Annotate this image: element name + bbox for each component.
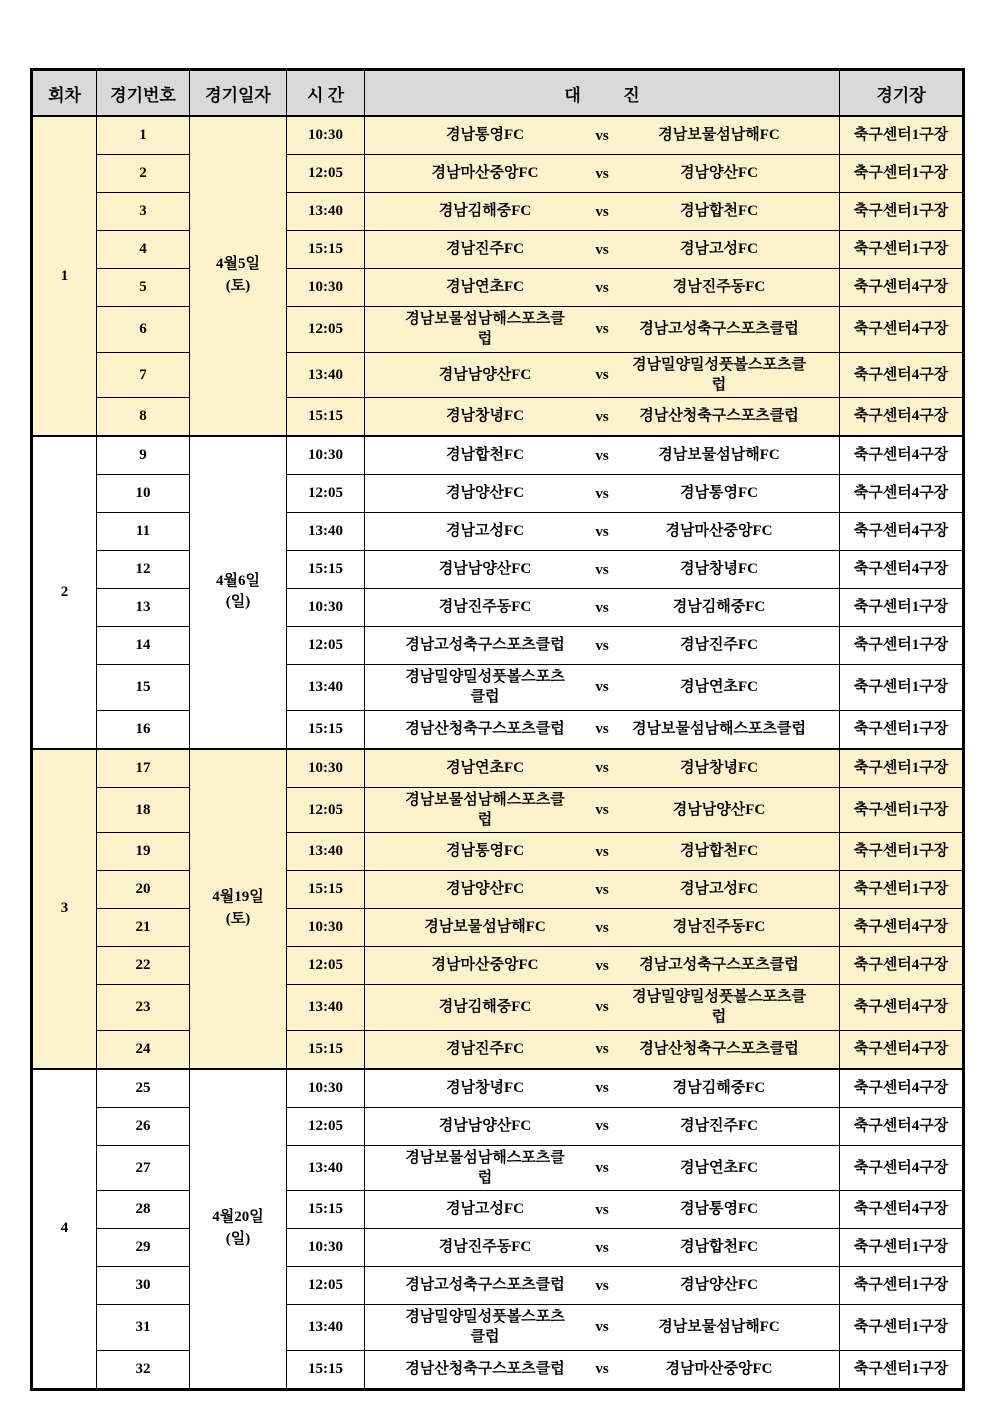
away-team-name: 경남양산FC	[680, 1277, 758, 1294]
away-team-name: 경남보물섬남해FC	[658, 447, 780, 464]
match-number-cell: 2	[97, 155, 190, 193]
vs-label: vs	[595, 408, 609, 425]
header-round: 회차	[32, 70, 97, 117]
match-row	[32, 833, 964, 871]
home-team-name: 경남연초FC	[446, 279, 524, 296]
kickoff-time-cell: 10:30	[287, 1229, 365, 1267]
away-team-name: 경남통영FC	[680, 485, 758, 502]
vs-label: vs	[595, 999, 609, 1016]
venue-cell: 축구센터1구장	[840, 193, 964, 231]
match-row	[32, 551, 964, 589]
kickoff-time-cell: 15:15	[287, 710, 365, 749]
away-team-name: 경남남양산FC	[672, 801, 766, 818]
venue-cell: 축구센터4구장	[840, 1191, 964, 1229]
match-number-cell: 9	[97, 436, 190, 475]
away-team-name: 경남보물섬남해FC	[658, 127, 780, 144]
home-team-name: 경남진주동FC	[438, 599, 532, 616]
match-number-cell: 19	[97, 833, 190, 871]
home-team-name: 경남고성FC	[446, 523, 524, 540]
away-team-name: 경남양산FC	[680, 165, 758, 182]
kickoff-time-cell: 15:15	[287, 398, 365, 437]
matchup-cell	[365, 307, 840, 353]
away-team-name: 경남합천FC	[680, 203, 758, 220]
venue-cell: 축구센터1구장	[840, 231, 964, 269]
match-number-cell: 24	[97, 1030, 190, 1069]
vs-label: vs	[595, 366, 609, 383]
away-team-name: 경남고성축구스포츠클럽	[639, 957, 799, 974]
home-team-name: 경남보물섬남해FC	[424, 919, 546, 936]
match-row	[32, 1267, 964, 1305]
match-number-cell: 28	[97, 1191, 190, 1229]
kickoff-time-cell: 15:15	[287, 871, 365, 909]
vs-label: vs	[595, 523, 609, 540]
match-number-cell: 18	[97, 787, 190, 833]
kickoff-time-cell: 13:40	[287, 985, 365, 1031]
venue-cell: 축구센터1구장	[840, 1350, 964, 1389]
vs-label: vs	[595, 720, 609, 737]
venue-cell: 축구센터4구장	[840, 1145, 964, 1191]
venue-cell: 축구센터1구장	[840, 1229, 964, 1267]
venue-cell: 축구센터1구장	[840, 1267, 964, 1305]
matchup-cell	[365, 749, 840, 788]
vs-label: vs	[595, 919, 609, 936]
match-number-cell: 30	[97, 1267, 190, 1305]
match-row	[32, 665, 964, 711]
date-text: 4월19일	[212, 888, 264, 905]
match-number-cell: 32	[97, 1350, 190, 1389]
venue-cell: 축구센터4구장	[840, 551, 964, 589]
match-number-cell: 12	[97, 551, 190, 589]
match-row	[32, 909, 964, 947]
match-row	[32, 589, 964, 627]
venue-cell: 축구센터4구장	[840, 513, 964, 551]
matchup-cell	[365, 665, 840, 711]
venue-cell: 축구센터4구장	[840, 947, 964, 985]
home-team-name: 경남보물섬남해스포츠클럽	[405, 1149, 565, 1186]
home-team-name: 경남고성FC	[446, 1201, 524, 1218]
kickoff-time-cell: 13:40	[287, 513, 365, 551]
header-row	[32, 70, 964, 117]
away-team-name: 경남진주FC	[680, 637, 758, 654]
match-number-cell: 1	[97, 116, 190, 155]
venue-cell: 축구센터1구장	[840, 589, 964, 627]
matchup-cell	[365, 710, 840, 749]
vs-label: vs	[595, 1239, 609, 1256]
matchup-cell	[365, 1305, 840, 1351]
away-team-name: 경남고성FC	[680, 881, 758, 898]
vs-label: vs	[595, 1319, 609, 1336]
home-team-name: 경남밀양밀성풋볼스포츠클럽	[405, 1309, 565, 1346]
match-row	[32, 1107, 964, 1145]
header-matchup: 대 진	[365, 70, 840, 117]
venue-cell: 축구센터4구장	[840, 909, 964, 947]
round-number-cell: 4	[32, 1069, 97, 1390]
match-number-cell: 7	[97, 352, 190, 398]
match-row	[32, 1350, 964, 1389]
vs-label: vs	[595, 203, 609, 220]
match-row	[32, 193, 964, 231]
match-number-cell: 10	[97, 475, 190, 513]
away-team-name: 경남진주동FC	[672, 919, 766, 936]
away-team-name: 경남고성축구스포츠클럽	[639, 321, 799, 338]
vs-label: vs	[595, 843, 609, 860]
kickoff-time-cell: 12:05	[287, 1267, 365, 1305]
vs-label: vs	[595, 881, 609, 898]
matchup-cell	[365, 398, 840, 437]
kickoff-time-cell: 12:05	[287, 307, 365, 353]
kickoff-time-cell: 12:05	[287, 627, 365, 665]
home-team-name: 경남양산FC	[446, 485, 524, 502]
matchup-cell	[365, 436, 840, 475]
vs-label: vs	[595, 599, 609, 616]
match-row	[32, 231, 964, 269]
kickoff-time-cell: 10:30	[287, 589, 365, 627]
match-date-cell	[190, 749, 287, 1069]
match-row	[32, 307, 964, 353]
home-team-name: 경남김해중FC	[438, 203, 532, 220]
kickoff-time-cell: 15:15	[287, 231, 365, 269]
kickoff-time-cell: 10:30	[287, 269, 365, 307]
match-row	[32, 436, 964, 475]
match-number-cell: 16	[97, 710, 190, 749]
match-row	[32, 1229, 964, 1267]
day-of-week-text: (토)	[225, 278, 251, 294]
matchup-cell	[365, 551, 840, 589]
match-number-cell: 22	[97, 947, 190, 985]
home-team-name: 경남진주동FC	[438, 1239, 532, 1256]
away-team-name: 경남마산중앙FC	[665, 1360, 773, 1377]
kickoff-time-cell: 10:30	[287, 436, 365, 475]
match-row	[32, 749, 964, 788]
matchup-cell	[365, 513, 840, 551]
venue-cell: 축구센터4구장	[840, 352, 964, 398]
away-team-name: 경남마산중앙FC	[665, 523, 773, 540]
kickoff-time-cell: 15:15	[287, 1030, 365, 1069]
vs-label: vs	[595, 321, 609, 338]
away-team-name: 경남합천FC	[680, 1239, 758, 1256]
home-team-name: 경남보물섬남해스포츠클럽	[405, 311, 565, 348]
matchup-cell	[365, 1191, 840, 1229]
match-number-cell: 3	[97, 193, 190, 231]
home-team-name: 경남남양산FC	[438, 1117, 532, 1134]
matchup-cell	[365, 1145, 840, 1191]
date-text: 4월6일	[216, 572, 260, 589]
match-number-cell: 29	[97, 1229, 190, 1267]
home-team-name: 경남양산FC	[446, 881, 524, 898]
match-row	[32, 985, 964, 1031]
kickoff-time-cell: 13:40	[287, 1305, 365, 1351]
vs-label: vs	[595, 1040, 609, 1057]
matchup-cell	[365, 231, 840, 269]
matchup-cell	[365, 155, 840, 193]
vs-label: vs	[595, 447, 609, 464]
home-team-name: 경남진주FC	[446, 241, 524, 258]
venue-cell: 축구센터1구장	[840, 710, 964, 749]
home-team-name: 경남마산중앙FC	[431, 165, 539, 182]
vs-label: vs	[595, 801, 609, 818]
kickoff-time-cell: 13:40	[287, 833, 365, 871]
away-team-name: 경남산청축구스포츠클럽	[639, 408, 799, 425]
away-team-name: 경남통영FC	[680, 1201, 758, 1218]
away-team-name: 경남고성FC	[680, 241, 758, 258]
kickoff-time-cell: 13:40	[287, 352, 365, 398]
match-row	[32, 155, 964, 193]
home-team-name: 경남합천FC	[446, 447, 524, 464]
header-date: 경기일자	[190, 70, 287, 117]
home-team-name: 경남고성축구스포츠클럽	[405, 637, 565, 654]
home-team-name: 경남창녕FC	[446, 408, 524, 425]
home-team-name: 경남김해중FC	[438, 999, 532, 1016]
kickoff-time-cell: 12:05	[287, 787, 365, 833]
match-number-cell: 20	[97, 871, 190, 909]
home-team-name: 경남산청축구스포츠클럽	[405, 720, 565, 737]
match-row	[32, 1145, 964, 1191]
matchup-cell	[365, 193, 840, 231]
vs-label: vs	[595, 957, 609, 974]
vs-label: vs	[595, 1117, 609, 1134]
matchup-cell	[365, 1350, 840, 1389]
match-number-cell: 14	[97, 627, 190, 665]
venue-cell: 축구센터1구장	[840, 665, 964, 711]
venue-cell: 축구센터1구장	[840, 116, 964, 155]
matchup-cell	[365, 1267, 840, 1305]
kickoff-time-cell: 13:40	[287, 665, 365, 711]
matchup-cell	[365, 475, 840, 513]
vs-label: vs	[595, 759, 609, 776]
match-number-cell: 23	[97, 985, 190, 1031]
venue-cell: 축구센터1구장	[840, 155, 964, 193]
home-team-name: 경남산청축구스포츠클럽	[405, 1360, 565, 1377]
vs-label: vs	[595, 1277, 609, 1294]
date-text: 4월20일	[212, 1208, 264, 1225]
kickoff-time-cell: 10:30	[287, 909, 365, 947]
home-team-name: 경남밀양밀성풋볼스포츠클럽	[405, 669, 565, 706]
match-number-cell: 15	[97, 665, 190, 711]
vs-label: vs	[595, 1159, 609, 1176]
kickoff-time-cell: 12:05	[287, 475, 365, 513]
away-team-name: 경남연초FC	[680, 679, 758, 696]
away-team-name: 경남김해중FC	[672, 599, 766, 616]
venue-cell: 축구센터4구장	[840, 475, 964, 513]
venue-cell: 축구센터1구장	[840, 1305, 964, 1351]
header-venue: 경기장	[840, 70, 964, 117]
header-match-no: 경기번호	[97, 70, 190, 117]
match-row	[32, 627, 964, 665]
matchup-cell	[365, 352, 840, 398]
matchup-cell	[365, 1229, 840, 1267]
home-team-name: 경남보물섬남해스포츠클럽	[405, 791, 565, 828]
match-number-cell: 31	[97, 1305, 190, 1351]
away-team-name: 경남창녕FC	[680, 561, 758, 578]
day-of-week-text: (토)	[225, 910, 251, 927]
match-row	[32, 1191, 964, 1229]
venue-cell: 축구센터4구장	[840, 1030, 964, 1069]
venue-cell: 축구센터1구장	[840, 833, 964, 871]
match-row	[32, 1069, 964, 1108]
matchup-cell	[365, 1107, 840, 1145]
vs-label: vs	[595, 165, 609, 182]
match-date-cell	[190, 1069, 287, 1390]
venue-cell: 축구센터4구장	[840, 307, 964, 353]
venue-cell: 축구센터4구장	[840, 1107, 964, 1145]
match-number-cell: 17	[97, 749, 190, 788]
match-number-cell: 6	[97, 307, 190, 353]
away-team-name: 경남연초FC	[680, 1159, 758, 1176]
matchup-cell	[365, 787, 840, 833]
vs-label: vs	[595, 637, 609, 654]
kickoff-time-cell: 15:15	[287, 551, 365, 589]
match-row	[32, 352, 964, 398]
match-row	[32, 398, 964, 437]
match-number-cell: 27	[97, 1145, 190, 1191]
home-team-name: 경남진주FC	[446, 1040, 524, 1057]
kickoff-time-cell: 12:05	[287, 1107, 365, 1145]
matchup-cell	[365, 627, 840, 665]
match-number-cell: 21	[97, 909, 190, 947]
match-row	[32, 513, 964, 551]
home-team-name: 경남마산중앙FC	[431, 957, 539, 974]
kickoff-time-cell: 12:05	[287, 947, 365, 985]
home-team-name: 경남창녕FC	[446, 1079, 524, 1096]
match-row	[32, 710, 964, 749]
header-time: 시 간	[287, 70, 365, 117]
away-team-name: 경남합천FC	[680, 843, 758, 860]
home-team-name: 경남남양산FC	[438, 561, 532, 578]
vs-label: vs	[595, 561, 609, 578]
away-team-name: 경남산청축구스포츠클럽	[639, 1040, 799, 1057]
vs-label: vs	[595, 127, 609, 144]
matchup-cell	[365, 985, 840, 1031]
away-team-name: 경남밀양밀성풋볼스포츠클럽	[632, 989, 806, 1026]
venue-cell: 축구센터4구장	[840, 269, 964, 307]
kickoff-time-cell: 13:40	[287, 1145, 365, 1191]
match-row	[32, 1305, 964, 1351]
matchup-cell	[365, 589, 840, 627]
date-text: 4월5일	[216, 256, 260, 273]
vs-label: vs	[595, 241, 609, 258]
venue-cell: 축구센터1구장	[840, 871, 964, 909]
day-of-week-text: (일)	[225, 1230, 251, 1247]
match-date-cell	[190, 436, 287, 749]
match-number-cell: 25	[97, 1069, 190, 1108]
away-team-name: 경남창녕FC	[680, 759, 758, 776]
matchup-cell	[365, 947, 840, 985]
vs-label: vs	[595, 279, 609, 296]
venue-cell: 축구센터4구장	[840, 985, 964, 1031]
match-number-cell: 13	[97, 589, 190, 627]
match-row	[32, 475, 964, 513]
match-number-cell: 4	[97, 231, 190, 269]
away-team-name: 경남진주FC	[680, 1117, 758, 1134]
home-team-name: 경남연초FC	[446, 759, 524, 776]
vs-label: vs	[595, 679, 609, 696]
away-team-name: 경남밀양밀성풋볼스포츠클럽	[632, 356, 806, 393]
vs-label: vs	[595, 1079, 609, 1096]
match-row	[32, 871, 964, 909]
match-number-cell: 8	[97, 398, 190, 437]
away-team-name: 경남진주동FC	[672, 279, 766, 296]
kickoff-time-cell: 10:30	[287, 1069, 365, 1108]
match-number-cell: 26	[97, 1107, 190, 1145]
round-number-cell: 3	[32, 749, 97, 1069]
away-team-name: 경남보물섬남해스포츠클럽	[632, 720, 806, 737]
venue-cell: 축구센터4구장	[840, 398, 964, 437]
match-number-cell: 5	[97, 269, 190, 307]
matchup-cell	[365, 1069, 840, 1108]
away-team-name: 경남보물섬남해FC	[658, 1319, 780, 1336]
venue-cell: 축구센터1구장	[840, 749, 964, 788]
kickoff-time-cell: 10:30	[287, 116, 365, 155]
match-row	[32, 269, 964, 307]
venue-cell: 축구센터4구장	[840, 1069, 964, 1108]
home-team-name: 경남남양산FC	[438, 366, 532, 383]
away-team-name: 경남김해중FC	[672, 1079, 766, 1096]
kickoff-time-cell: 15:15	[287, 1191, 365, 1229]
match-row	[32, 116, 964, 155]
venue-cell: 축구센터4구장	[840, 436, 964, 475]
match-number-cell: 11	[97, 513, 190, 551]
home-team-name: 경남통영FC	[446, 127, 524, 144]
match-schedule-table	[30, 68, 965, 1391]
matchup-cell	[365, 909, 840, 947]
matchup-cell	[365, 833, 840, 871]
vs-label: vs	[595, 1360, 609, 1377]
kickoff-time-cell: 13:40	[287, 193, 365, 231]
vs-label: vs	[595, 1201, 609, 1218]
match-row	[32, 787, 964, 833]
venue-cell: 축구센터1구장	[840, 627, 964, 665]
day-of-week-text: (일)	[225, 594, 251, 611]
kickoff-time-cell: 10:30	[287, 749, 365, 788]
matchup-cell	[365, 1030, 840, 1069]
match-row	[32, 1030, 964, 1069]
kickoff-time-cell: 12:05	[287, 155, 365, 193]
vs-label: vs	[595, 485, 609, 502]
round-number-cell: 2	[32, 436, 97, 749]
match-date-cell	[190, 116, 287, 436]
matchup-cell	[365, 871, 840, 909]
home-team-name: 경남통영FC	[446, 843, 524, 860]
kickoff-time-cell: 15:15	[287, 1350, 365, 1389]
matchup-cell	[365, 116, 840, 155]
matchup-cell	[365, 269, 840, 307]
match-row	[32, 947, 964, 985]
home-team-name: 경남고성축구스포츠클럽	[405, 1277, 565, 1294]
venue-cell: 축구센터1구장	[840, 787, 964, 833]
round-number-cell: 1	[32, 116, 97, 436]
